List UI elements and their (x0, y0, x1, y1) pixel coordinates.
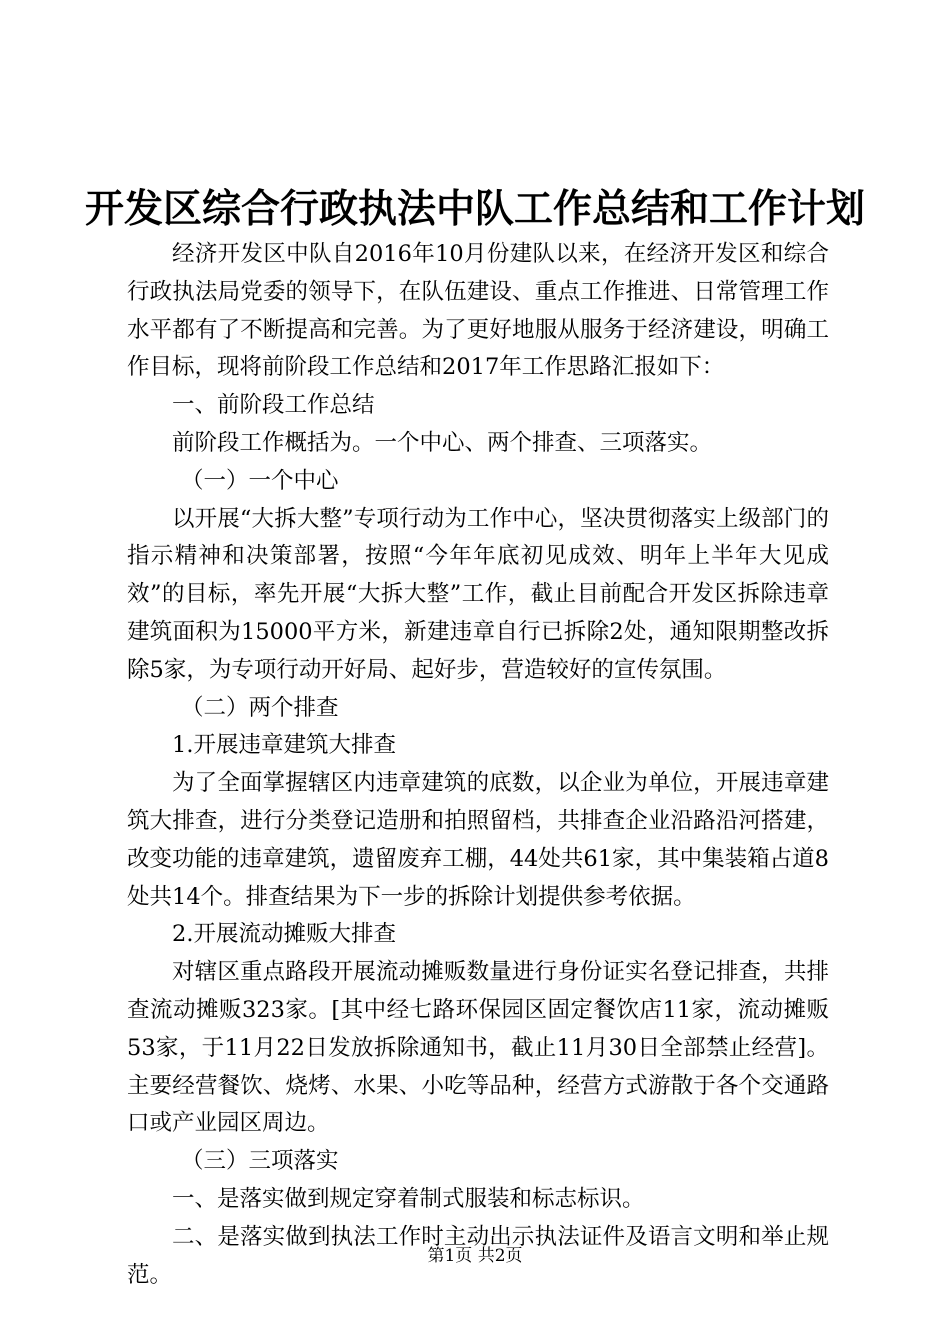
heading-inspection-1: 1.开展违章建筑大排查 (172, 732, 396, 759)
paragraph-intro: 经济开发区中队自2016年10月份建队以来，在经济开发区和综合行政执法局党委的领导下，在队伍建设、重点工作推进、日常管理工作水平都有了不断提高和完善。为了更好地服从服务于经济建设，明确工作目标，现将前阶段工作总结和2017年工作思路汇报如下： (127, 241, 829, 381)
heading-three-implementations: （三）三项落实 (181, 1148, 339, 1175)
paragraph-implementation-1: 一、是落实做到规定穿着制式服装和标志标识。 (172, 1185, 645, 1212)
page-number-footer: 第1页 共2页 (427, 1246, 523, 1266)
document-title: 开发区综合行政执法中队工作总结和工作计划 (84, 187, 865, 232)
paragraph-inspection-1: 为了全面掌握辖区内违章建筑的底数，以企业为单位，开展违章建筑大排查，进行分类登记造册和拍照留档，共排查企业沿路沿河搭建，改变功能的违章建筑，遗留废弃工棚，44处共61家，其中集装箱占道8处共14个。排查结果为下一步的拆除计划提供参考依据。 (127, 770, 829, 910)
heading-inspection-2: 2.开展流动摊贩大排查 (172, 921, 396, 948)
heading-section-1: 一、前阶段工作总结 (172, 392, 375, 419)
paragraph-implementation-2: 二、是落实做到执法工作时主动出示执法证件及语言文明和举止规范。 (127, 1223, 829, 1288)
heading-two-inspections: （二）两个排查 (181, 694, 339, 721)
paragraph-inspection-2: 对辖区重点路段开展流动摊贩数量进行身份证实名登记排查，共排查流动摊贩323家。[其中经七路环保园区固定餐饮店11家，流动摊贩53家，于11月22日发放拆除通知书，截止11月30日全部禁止经营]。主要经营餐饮、烧烤、水果、小吃等品种，经营方式游散于各个交通路口或产业园区周边。 (127, 959, 829, 1137)
document-body (127, 236, 829, 1294)
paragraph-one-center: 以开展“大拆大整”专项行动为工作中心，坚决贯彻落实上级部门的指示精神和决策部署，按照“今年年底初见成效、明年上半年大见成效”的目标，率先开展“大拆大整”工作，截止目前配合开发区拆除违章建筑面积为15000平方米，新建违章自行已拆除2处，通知限期整改拆除5家，为专项行动开好局、起好步，营造较好的宣传氛围。 (127, 505, 829, 683)
heading-one-center: （一）一个中心 (181, 467, 339, 494)
paragraph-summary: 前阶段工作概括为。一个中心、两个排查、三项落实。 (172, 429, 713, 456)
